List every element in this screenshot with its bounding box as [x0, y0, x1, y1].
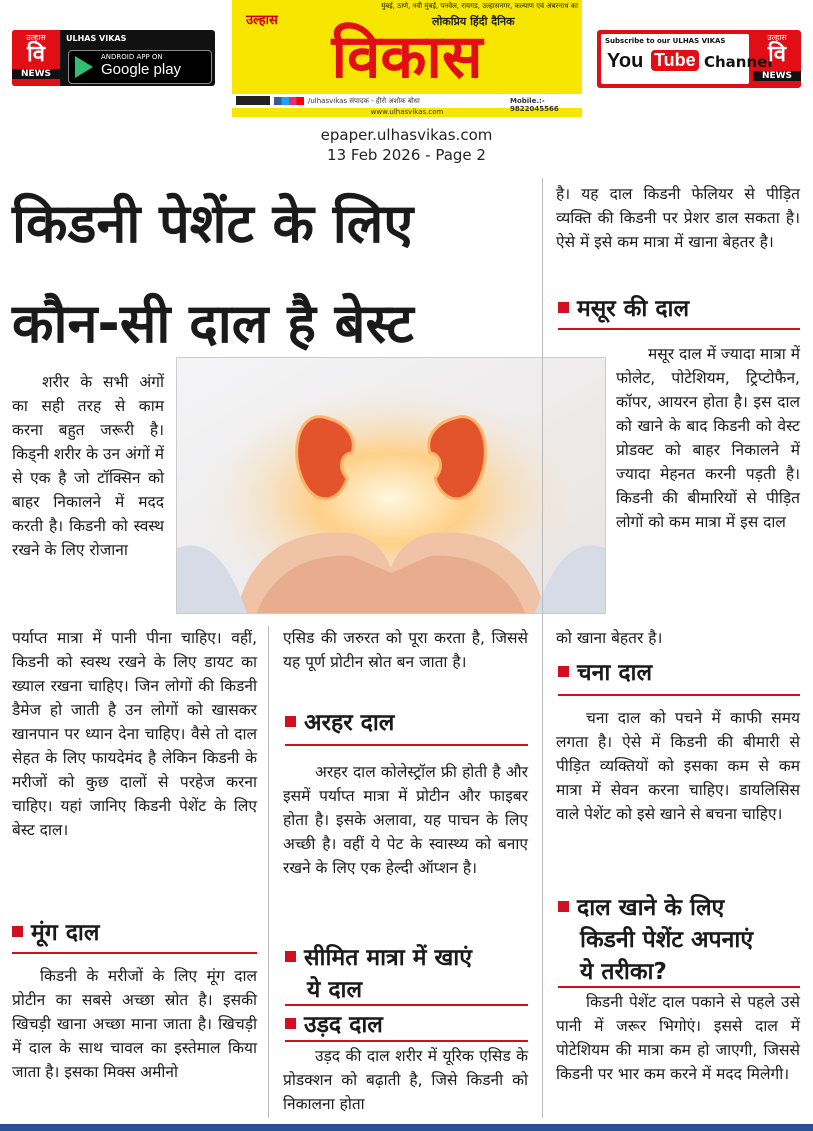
date-page: 13 Feb 2026 - Page 2 [327, 146, 486, 164]
ulhas-vikas-news-logo-right [753, 30, 801, 88]
section-rule [285, 1004, 528, 1006]
masoor-text-end: को खाना बेहतर है। [556, 629, 663, 647]
arhar-text: अरहर दाल कोलेस्ट्रॉल फ्री होती है और इसमें पर्याप्त मात्रा में प्रोटीन और फाइबर होता है। इसके अलावा, यह पाचन के लिए अच्छी है। वहीं ये पेट के स्वास्थ्य को बनाए रखने के लिए एक हेल्दी ऑप्शन है। [283, 763, 528, 877]
section-title: उड़द दाल [304, 1012, 383, 1038]
section-rule [558, 986, 800, 988]
masoor-text: मसूर दाल में ज्यादा मात्रा में फोलेट, पोटेशियम, ट्रिप्टोफैन, कॉपर, आयरन होता है। इस दाल को खाने के बाद किडनी को वेस्ट प्रोडक्ट को बाहर निकालने में ज्यादा मेहनत करनी पड़ती है। किडनी की बीमारियों से पीड़ित लोगों को कम मात्रा में इस दाल [616, 345, 800, 531]
app-label: ULHAS VIKAS [66, 34, 127, 43]
gp-small-text: ANDROID APP ON [101, 53, 163, 61]
section-moong [12, 918, 257, 948]
section-title-line-2: किडनी पेशेंट अपनाएं [580, 927, 754, 953]
ulhas-vikas-news-logo [12, 30, 60, 86]
masthead-name: विकास [331, 22, 483, 92]
badge-news-text: NEWS [12, 69, 60, 79]
masthead-cities: मुंबई, ठाणे, नवी मुंबई, पनवेल, रायगड, उल्हासनगर, कल्याण एवं अंबरनाथ का [381, 2, 578, 10]
site-url[interactable]: epaper.ulhasvikas.com [320, 126, 493, 144]
headline-line-2: कौन-सी दाल है बेस्ट [12, 292, 414, 355]
section-urad [285, 1010, 528, 1040]
hands-holding-kidneys-illustration [177, 358, 605, 613]
android-app-banner[interactable] [12, 30, 215, 86]
yt-subscribe-text: Subscribe to our ULHAS VIKAS [605, 37, 726, 45]
section-title: मसूर की दाल [577, 296, 690, 322]
section-masoor [558, 294, 800, 324]
col3-top-text: है। यह दाल किडनी फेलियर से पीड़ित व्यक्ति की किडनी पर प्रेशर डाल सकता है। ऐसे में इसे कम मात्रा में खाना बेहतर है। [556, 185, 800, 251]
section-title-line-2: ये दाल [307, 977, 363, 1003]
tips-text: किडनी पेशेंट दाल पकाने से पहले उसे पानी में जरूर भिगोएं। इससे दाल में पोटेशियम की मात्रा कम हो जाएगी, जिससे किडनी पर भार कम करने में मदद मिलेगी। [556, 993, 800, 1083]
headline [12, 180, 532, 368]
badge-small-text: उल्हास [26, 33, 46, 42]
section-rule [285, 744, 528, 746]
section-title: चना दाल [577, 660, 653, 686]
moong-text: किडनी के मरीजों के लिए मूंग दाल प्रोटीन का सबसे अच्छा स्रोत है। इसकी खिचड़ी खाना अच्छा माना जाता है। खिचड़ी में दाल के साथ चावल का इस्तेमाल किया जाता है। इसका मिक्स अमीनो [12, 967, 257, 1081]
yt-you-text: You [607, 50, 644, 72]
section-arhar [285, 708, 528, 738]
google-play-button[interactable] [68, 50, 212, 84]
social-icons [274, 97, 304, 105]
red-square-bullet-icon [285, 951, 296, 962]
intro-text-bottom: पर्याप्त मात्रा में पानी पीना चाहिए। वहीं, किडनी को स्वस्थ रखने के लिए डायट का ख्याल रखना चाहिए। जिन लोगों की किडनी डैमेज हो जाती है उन लोगों को खासकर खानपान पर ध्यान देना चाहिए। वैसे तो दाल सेहत के लिए फायदेमंद है लेकिन किडनी के मरीजों को कुछ दालों से परहेज करना चाहिए। यहां जानिए किडनी पेशेंट के लिए बेस्ट दाल। [12, 629, 257, 839]
section-tips [558, 892, 800, 988]
app-store-mini-icon [236, 96, 270, 105]
section-rule [558, 694, 800, 696]
masthead-small-name: उल्हास [246, 13, 278, 28]
section-title: मूंग दाल [31, 920, 100, 946]
masthead-editor: /ulhasvikas संपादक - हीरो अशोक बोधा [308, 97, 420, 105]
col2-top-text: एसिड की जरुरत को पूरा करता है, जिससे यह पूर्ण प्रोटीन स्रोत बन जाता है। [283, 629, 528, 671]
masthead [232, 0, 582, 117]
badge-letter: वि [27, 42, 45, 67]
column-divider [542, 178, 543, 1118]
badge-small-text: उल्हास [767, 33, 787, 42]
red-square-bullet-icon [285, 1018, 296, 1029]
section-rule [12, 952, 257, 954]
youtube-logo-icon: Tube [651, 50, 699, 71]
youtube-channel-banner[interactable] [597, 30, 801, 88]
chana-text: चना दाल को पचने में काफी समय लगता है। ऐसे में किडनी की बीमारी से पीड़ित व्यक्तियों को इसका कम से कम मात्रा में सेवन करना चाहिए। डायलिसिस वाले पेशेंट को इसे खाने से बचना चाहिए। [556, 709, 800, 823]
red-square-bullet-icon [558, 901, 569, 912]
urad-text: उड़द की दाल शरीर में यूरिक एसिड के प्रोडक्शन को बढ़ाती है, जिसे किडनी को निकालना होता [283, 1047, 528, 1113]
badge-news-text: NEWS [753, 71, 801, 81]
section-rule [558, 328, 800, 330]
section-chana [558, 658, 800, 688]
red-square-bullet-icon [12, 926, 23, 937]
section-title-line-1: सीमित मात्रा में खाएं [304, 945, 472, 971]
red-square-bullet-icon [285, 716, 296, 727]
masthead-mobile: Mobile.:- 9822045566 [510, 97, 559, 113]
column-divider [268, 626, 269, 1118]
gp-big-text: Google play [101, 61, 182, 78]
section-limited [285, 942, 528, 1006]
yt-channel-text: Channel [704, 53, 773, 71]
section-title-line-3: ये तरीका? [580, 959, 667, 985]
badge-letter: वि [768, 42, 786, 67]
section-rule [285, 1040, 528, 1042]
section-title-line-1: दाल खाने के लिए [577, 895, 725, 921]
masthead-tagline: लोकप्रिय हिंदी दैनिक [432, 15, 515, 28]
youtube-banner-inner [601, 34, 773, 84]
play-store-icon [75, 56, 93, 78]
red-square-bullet-icon [558, 302, 569, 313]
section-title: अरहर दाल [304, 710, 395, 736]
red-square-bullet-icon [558, 666, 569, 677]
footer-bar [0, 1124, 813, 1131]
intro-text-top: शरीर के सभी अंगों का सही तरह से काम करना बहुत जरूरी है। किड्नी शरीर के उन अंगों में से एक है जो टॉक्सिन को बाहर निकालने में मदद करती है। किडनी को स्वस्थ रखने के लिए रोजाना [12, 373, 164, 559]
headline-line-1: किडनी पेशेंट के लिए [12, 192, 414, 255]
masthead-url[interactable]: www.ulhasvikas.com [370, 108, 444, 116]
